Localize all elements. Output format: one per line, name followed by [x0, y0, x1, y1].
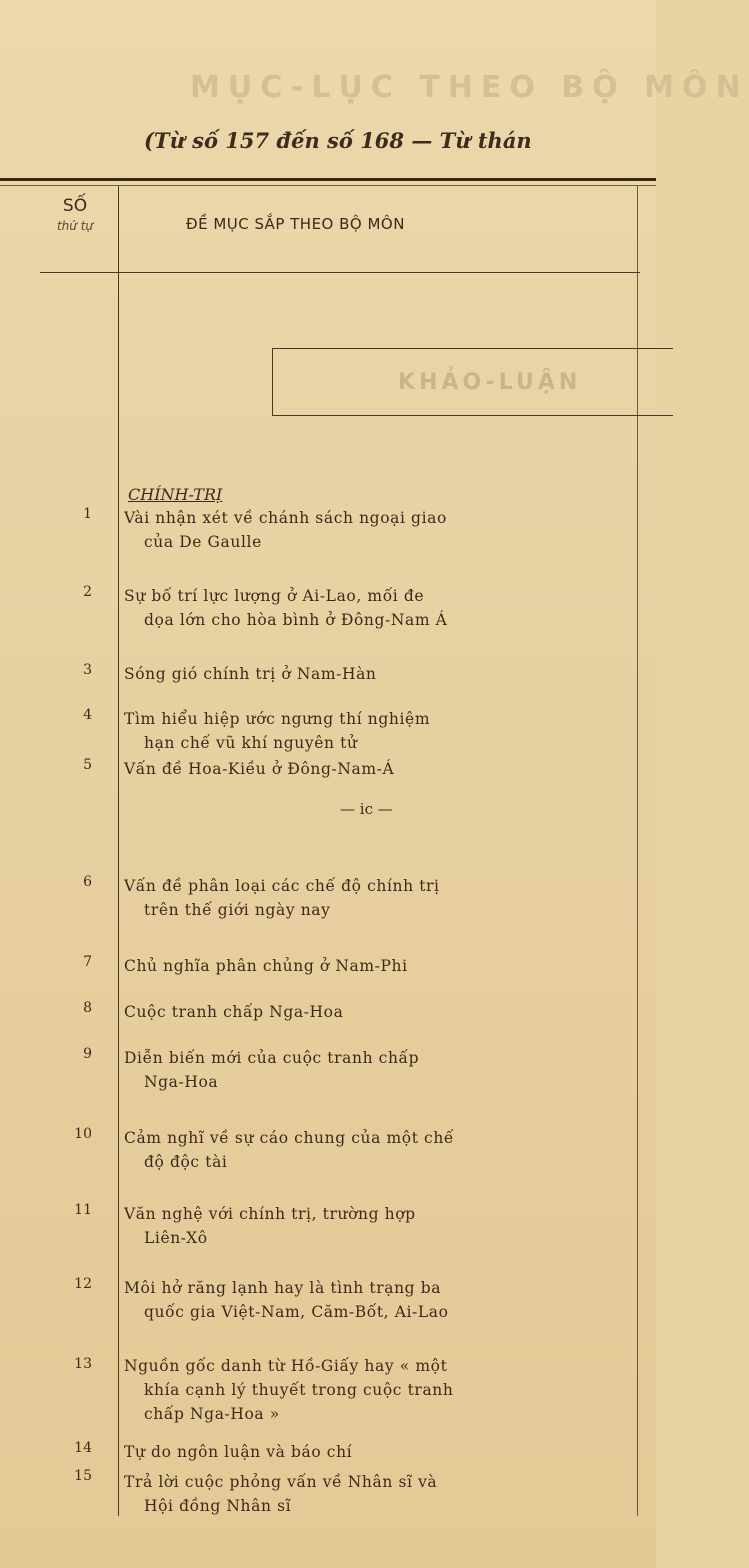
entry-title-line: Sóng gió chính trị ở Nam-Hàn [124, 665, 377, 683]
entry-title [124, 1440, 630, 1464]
page-title: MỤC-LỤC THEO BỘ MÔN [190, 70, 749, 105]
entry-title [124, 584, 630, 632]
entry-number: 2 [83, 584, 92, 600]
entry-number: 5 [83, 757, 92, 773]
entry-title [124, 1126, 630, 1174]
entry-number: 12 [74, 1276, 92, 1292]
entry-number: 14 [74, 1440, 92, 1456]
entry-title [124, 662, 630, 686]
column-header-number-label: SỐ [62, 196, 88, 216]
entry-number: 9 [83, 1046, 92, 1062]
entry-title-line: trên thế giới ngày nay [144, 901, 331, 919]
entry-number: 1 [83, 506, 92, 522]
column-header-number-sub: thứ tự [56, 219, 94, 233]
entry-title [124, 707, 630, 755]
entry-title [124, 1202, 630, 1250]
entry-title-line: Chủ nghĩa phân chủng ở Nam-Phi [124, 957, 408, 975]
entry-title-line: hạn chế vũ khí nguyên tử [144, 734, 358, 752]
page-subtitle: (Từ số 157 đến số 168 — Từ thán [144, 128, 532, 153]
entry-title [124, 1000, 630, 1024]
entry-number: 6 [83, 874, 92, 890]
entry-number: 3 [83, 662, 92, 678]
entry-title-line: chấp Nga-Hoa » [144, 1405, 280, 1423]
entry-title-line: Môi hở răng lạnh hay là tình trạng ba [124, 1279, 442, 1297]
entry-number: 4 [83, 707, 92, 723]
entry-title-line: Vấn đề Hoa-Kiều ở Đông-Nam-Á [124, 760, 395, 778]
entry-title [124, 874, 630, 922]
entry-title-line: Nga-Hoa [144, 1073, 219, 1091]
entry-title-line: Cuộc tranh chấp Nga-Hoa [124, 1003, 344, 1021]
entry-title-line: Vấn đề phân loại các chế độ chính trị [124, 877, 440, 895]
entry-title [124, 506, 630, 554]
entry-title-line: Nguồn gốc danh từ Hồ-Giấy hay « một [124, 1357, 448, 1375]
entry-title-line: Vài nhận xét về chánh sách ngoại giao [124, 509, 447, 527]
entry-number: 15 [74, 1468, 92, 1484]
entry-title [124, 757, 630, 781]
entry-title-line: của De Gaulle [144, 533, 262, 551]
entry-title [124, 1276, 630, 1324]
entry-title-line: Diễn biến mới của cuộc tranh chấp [124, 1049, 420, 1067]
entry-title [124, 1470, 630, 1518]
category-heading: CHÍNH-TRỊ [128, 485, 223, 504]
header-row-bottom [40, 272, 640, 273]
entry-number: 8 [83, 1000, 92, 1016]
entry-title [124, 1354, 630, 1426]
entry-title-line: Trả lời cuộc phỏng vấn về Nhân sĩ và [124, 1473, 438, 1491]
separator-mark: — ic — [340, 800, 393, 818]
entry-title [124, 954, 630, 978]
entry-title [124, 1046, 630, 1094]
entry-title-line: Hội đồng Nhân sĩ [144, 1497, 292, 1515]
entry-number: 11 [74, 1202, 92, 1218]
entry-title-line: độ độc tài [144, 1153, 228, 1171]
column-header-number [40, 196, 110, 236]
entry-title-line: Văn nghệ với chính trị, trường hợp [124, 1205, 416, 1223]
column-header-title: ĐỀ MỤC SẮP THEO BỘ MÔN [186, 215, 405, 233]
entry-title-line: quốc gia Việt-Nam, Căm-Bốt, Ai-Lao [144, 1303, 449, 1321]
entry-title-line: Liên-Xô [144, 1229, 208, 1247]
entry-title-line: Sự bố trí lực lượng ở Ai-Lao, mối đe [124, 587, 425, 605]
entry-title-line: Tìm hiểu hiệp ước ngưng thí nghiệm [124, 710, 431, 728]
section-heading: KHẢO-LUẬN [398, 370, 582, 395]
entry-title-line: Tự do ngôn luận và báo chí [124, 1443, 353, 1461]
entry-number: 7 [83, 954, 92, 970]
header-rule-thin [0, 185, 656, 186]
entry-number: 13 [74, 1356, 92, 1372]
entry-title-line: dọa lớn cho hòa bình ở Đông-Nam Á [144, 611, 448, 629]
entry-title-line: Cảm nghĩ về sự cáo chung của một chế [124, 1129, 455, 1147]
header-rule [0, 178, 656, 181]
entry-title-line: khía cạnh lý thuyết trong cuộc tranh [144, 1381, 454, 1399]
column-divider-left [118, 186, 119, 1516]
entry-number: 10 [74, 1126, 92, 1142]
